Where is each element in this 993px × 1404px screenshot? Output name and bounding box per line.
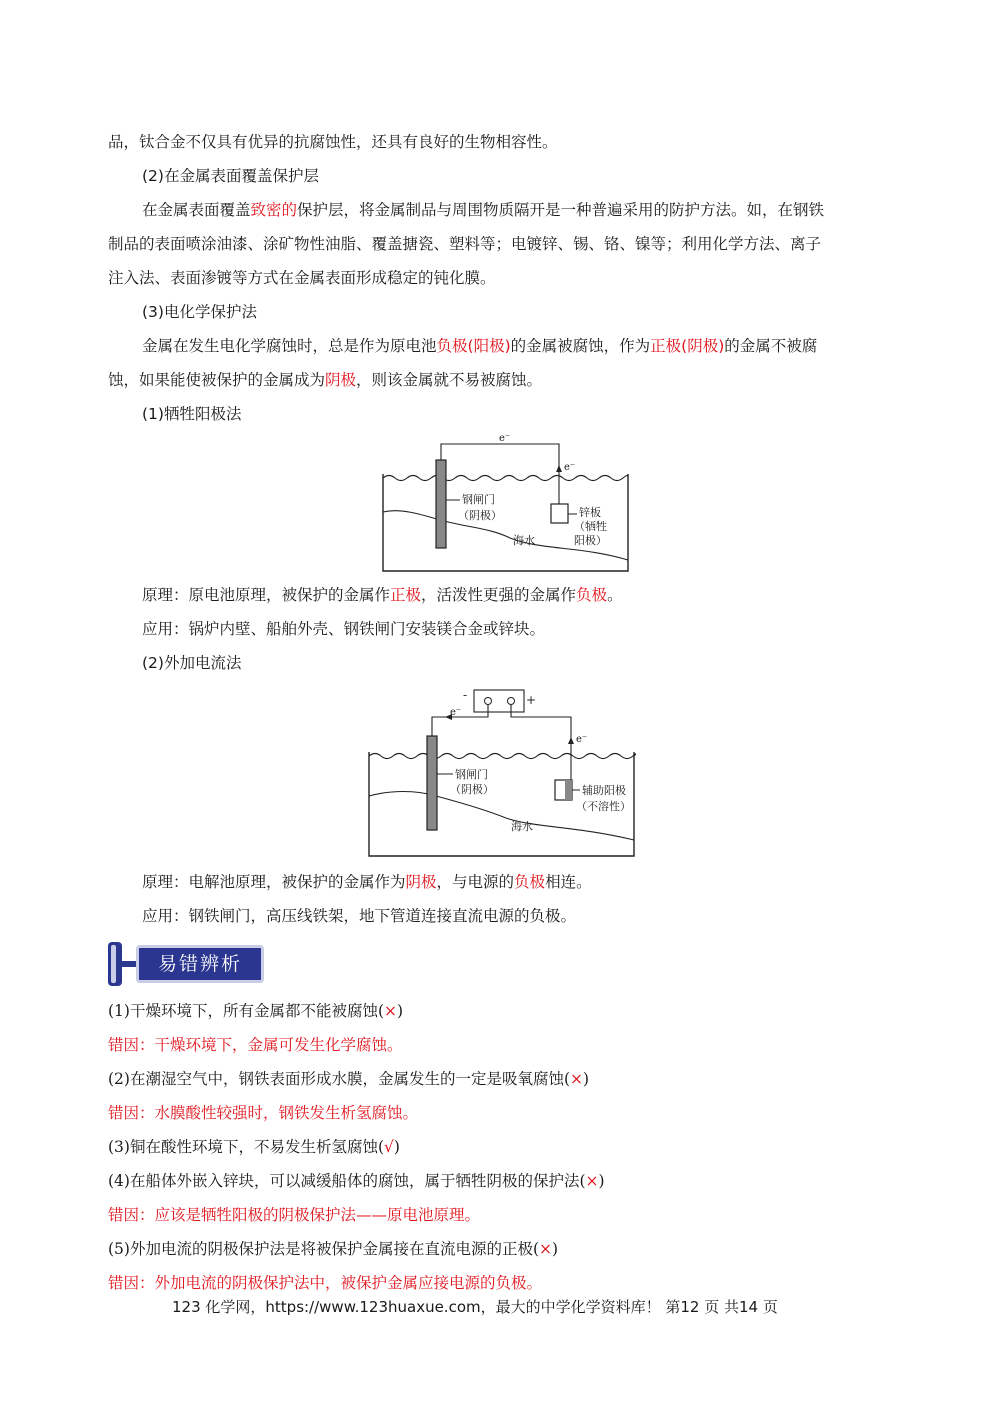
application-text: 应用：锅炉内壁、船舶外壳、钢铁闸门安装镁合金或锌块。 [142, 620, 546, 638]
zinc-label: （牺牲 [574, 520, 607, 533]
zinc-label: 阳极） [574, 534, 607, 547]
cross-mark: × [539, 1240, 553, 1258]
impressed-current-diagram [366, 686, 636, 860]
subheading-electrochemical: (3)电化学保护法 [142, 303, 257, 321]
highlight-text: 正极 [390, 586, 422, 604]
electron-label: e⁻ [450, 707, 462, 718]
error-reason: 错因：干燥环境下，金属可发生化学腐蚀。 [108, 1036, 403, 1054]
question-item: (1)干燥环境下，所有金属都不能被腐蚀(×) [108, 1002, 404, 1020]
electron-label: e⁻ [564, 462, 576, 473]
plus-terminal-label: + [526, 693, 537, 707]
minus-terminal-label: - [463, 688, 468, 702]
highlight-text: 正极(阴极) [650, 337, 725, 355]
question-item: (2)在潮湿空气中，钢铁表面形成水膜，金属发生的一定是吸氧腐蚀(×) [108, 1070, 590, 1088]
subheading-impressed-current: (2)外加电流法 [142, 654, 242, 672]
question-item: (3)铜在酸性环境下，不易发生析氢腐蚀(√) [108, 1138, 400, 1156]
highlight-text: 负极 [514, 873, 546, 891]
electron-label: e⁻ [499, 433, 511, 444]
check-mark: √ [384, 1138, 394, 1156]
error-reason: 错因：应该是牺牲阳极的阴极保护法——原电池原理。 [108, 1206, 481, 1224]
cross-mark: × [585, 1172, 599, 1190]
seawater-label: 海水 [513, 534, 535, 547]
gate-label: 钢闸门 [455, 768, 488, 781]
paragraph-text: 蚀，如果能使被保护的金属成为阴极，则该金属就不易被腐蚀。 [108, 371, 543, 389]
section-title: 易错辨析 [136, 945, 264, 983]
zinc-label: 锌板 [579, 506, 601, 519]
question-item: (4)在船体外嵌入锌块，可以减缓船体的腐蚀，属于牺牲阴极的保护法(×) [108, 1172, 605, 1190]
gate-label: （阴极） [450, 783, 494, 796]
seawater-label: 海水 [511, 820, 533, 833]
paragraph-text: 注入法、表面渗镀等方式在金属表面形成稳定的钝化膜。 [108, 269, 496, 287]
anode-label: （不溶性） [576, 800, 631, 813]
subheading-protective-layer: (2)在金属表面覆盖保护层 [142, 167, 319, 185]
highlight-text: 阴极 [405, 873, 437, 891]
anode-label: 辅助阳极 [582, 784, 626, 797]
page-footer: 123 化学网，https://www.123huaxue.com，最大的中学化学资料库！ 第12 页 共14 页 [172, 1298, 778, 1316]
highlight-text: 负极 [576, 586, 608, 604]
cross-mark: × [570, 1070, 584, 1088]
highlight-text: 负极(阳极) [436, 337, 511, 355]
paragraph-text: 制品的表面喷涂油漆、涂矿物性油脂、覆盖搪瓷、塑料等；电镀锌、锡、铬、镍等；利用化学方法、离子 [108, 235, 822, 253]
principle-text: 原理：原电池原理，被保护的金属作正极，活泼性更强的金属作负极。 [142, 586, 623, 604]
application-text: 应用：钢铁闸门，高压线铁架，地下管道连接直流电源的负极。 [142, 907, 577, 925]
subheading-sacrificial-anode: (1)牺牲阳极法 [142, 405, 242, 423]
gate-label: （阴极） [458, 509, 502, 522]
paragraph-text: 金属在发生电化学腐蚀时，总是作为原电池负极(阳极)的金属被腐蚀，作为正极(阴极)的金属不被腐 [142, 337, 818, 355]
highlight-text: 阴极 [325, 371, 357, 389]
error-reason: 错因：水膜酸性较强时，钢铁发生析氢腐蚀。 [108, 1104, 419, 1122]
sacrificial-anode-diagram [380, 432, 632, 574]
electron-label: e⁻ [576, 734, 588, 745]
gate-label: 钢闸门 [462, 493, 495, 506]
question-item: (5)外加电流的阴极保护法是将被保护金属接在直流电源的正极(×) [108, 1240, 559, 1258]
paragraph-text: 品，钛合金不仅具有优异的抗腐蚀性，还具有良好的生物相容性。 [108, 133, 558, 151]
error-reason: 错因：外加电流的阴极保护法中，被保护金属应接电源的负极。 [108, 1274, 543, 1292]
paragraph-text: 在金属表面覆盖致密的保护层，将金属制品与周围物质隔开是一种普遍采用的防护方法。如，在钢铁 [142, 201, 825, 219]
cross-mark: × [384, 1002, 398, 1020]
principle-text: 原理：电解池原理，被保护的金属作为阴极，与电源的负极相连。 [142, 873, 592, 891]
highlight-text: 致密的 [250, 201, 298, 219]
